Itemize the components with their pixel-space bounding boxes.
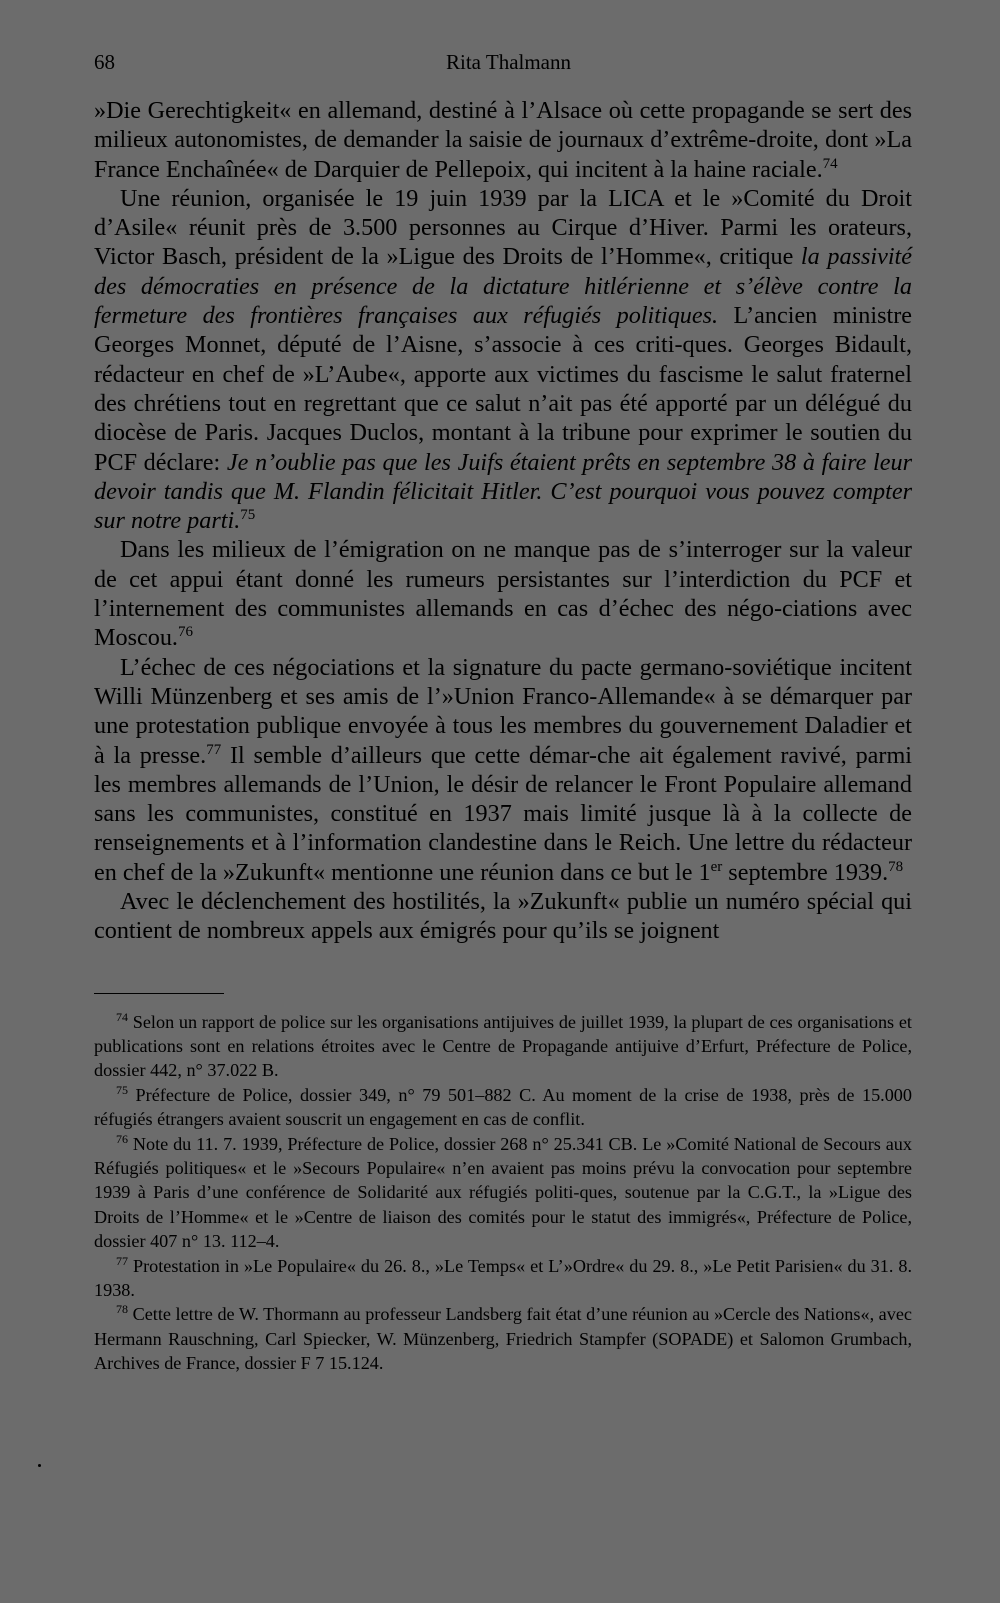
note-ref-78: 78 — [888, 858, 904, 875]
footnote-75 — [94, 1083, 912, 1132]
footnote-number: 76 — [116, 1131, 128, 1146]
paragraph-text: Avec le déclenchement des hostilités, la »Zukunft« publie un numéro spécial qui contient de nombreux appels aux émigrés pour qu’ils se joignent — [94, 888, 912, 945]
footnote-78 — [94, 1302, 912, 1375]
paragraph-5 — [94, 887, 912, 946]
paragraph-4 — [94, 653, 912, 887]
footnote-number: 77 — [116, 1253, 128, 1268]
footnote-77 — [94, 1254, 912, 1303]
note-ref-76: 76 — [177, 624, 193, 641]
paragraph-text: »Die Gerechtigkeit« en allemand, destiné à l’Alsace où cette propagande se sert des milieux autonomistes, de demander la saisie de journaux d’extrême-droite, dont »La France Enchaînée« de Darquier de Pellepoix, qui incitent à la haine raciale. — [94, 97, 912, 183]
note-ref-77: 77 — [206, 741, 222, 758]
footnote-divider — [94, 993, 224, 994]
footnote-text: Note du 11. 7. 1939, Préfecture de Police, dossier 268 n° 25.341 CB. Le »Comité National de Secours aux Réfugiés politiques« et le »Secours Populaire« n’en avaient pas moins prévu la convocation pour septembre 1939 à Paris d’une conférence de Solidarité aux réfugiés politi-ques, soutenue par la C.G.T., la »Ligue des Droits de l’Homme« et le »Centre de liaison des comités pour le statut des immigrés«, Préfecture de Police, dossier 407 n° 13. 112–4. — [94, 1133, 912, 1252]
footnote-text: Protestation in »Le Populaire« du 26. 8., »Le Temps« et L’»Ordre« du 29. 8., »Le Petit Parisien« du 31. 8. 1938. — [94, 1255, 912, 1301]
note-ref-74: 74 — [822, 155, 838, 172]
running-title: Rita Thalmann — [446, 50, 572, 74]
ordinal-suffix: er — [710, 858, 723, 875]
quote-basch: la passivité des démocraties en présence de la dictature hitlérienne et s’élève contre la fermeture des frontières françaises aux réfugiés politiques. — [94, 243, 912, 330]
main-text — [94, 96, 912, 946]
footnote-text: Selon un rapport de police sur les organisations antijuives de juillet 1939, la plupart de ces organisations et publications sont en relations étroites avec le Centre de Propagande antijuive d’Erfurt, Préfecture de Police, dossier 442, n° 37.022 B. — [94, 1011, 912, 1081]
paragraph-text: L’ancien ministre Georges Monnet, député de l’Aisne, s’associe à ces criti-ques. Georges Bidault, rédacteur en chef de »L’Aube«, apporte aux victimes du fascisme le salut fraternel des chrétiens tout en regrettant que ce salut n’ait pas été apporté par un délégué du diocèse de Paris. Jacques Duclos, montant à la tribune pour exprimer le soutien du PCF déclare: — [94, 302, 912, 476]
footnote-number: 75 — [116, 1082, 128, 1097]
paragraph-text: septembre 1939. — [722, 858, 889, 886]
book-page — [94, 46, 912, 1376]
scan-speck — [38, 1464, 41, 1467]
paragraph-text: L’échec de ces négociations et la signature du pacte germano-soviétique incitent Willi Münzenberg et ses amis de l’»Union Franco-Allemande« à se démarquer par une protestation publique envoyée à tous les membres du gouvernement Daladier et à la presse. — [94, 653, 912, 769]
paragraph-2 — [94, 184, 912, 536]
running-head — [94, 46, 912, 76]
quote-duclos: Je n’oublie pas que les Juifs étaient prêts en septembre 38 à faire leur devoir tandis que M. Flandin félicitait Hitler. C’est pourquoi vous pouvez compter sur notre parti. — [94, 448, 912, 535]
paragraph-text: Il semble d’ailleurs que cette démar-che ait également ravivé, parmi les membres allemands de l’Union, le désir de relancer le Front Populaire allemand sans les communistes, constitué en 1937 mais limité jusque là à la collecte de renseignements et à l’information clandestine dans le Reich. Une lettre du rédacteur en chef de la »Zukunft« mentionne une réunion dans ce but le 1 — [94, 741, 912, 886]
paragraph-text: Une réunion, organisée le 19 juin 1939 par la LICA et le »Comité du Droit d’Asile« réunit près de 3.500 personnes au Cirque d’Hiver. Parmi les orateurs, Victor Basch, président de la »Ligue des Droits de l’Homme«, critique — [94, 184, 912, 271]
footnote-74 — [94, 1010, 912, 1083]
paragraph-1 — [94, 96, 912, 184]
page-number: 68 — [94, 50, 115, 74]
footnote-text: Préfecture de Police, dossier 349, n° 79 501–882 C. Au moment de la crise de 1938, près de 15.000 réfugiés étrangers avaient souscrit un engagement en cas de conflit. — [94, 1084, 912, 1130]
footnotes — [94, 1010, 912, 1376]
footnote-text: Cette lettre de W. Thormann au professeur Landsberg fait état d’une réunion au »Cercle des Nations«, avec Hermann Rauschning, Carl Spiecker, W. Münzenberg, Friedrich Stampfer (SOPADE) et Salomon Grumbach, Archives de France, dossier F 7 15.124. — [94, 1304, 912, 1374]
footnote-number: 74 — [116, 1009, 128, 1024]
note-ref-75: 75 — [240, 507, 256, 524]
footnote-76 — [94, 1132, 912, 1254]
paragraph-text: Dans les milieux de l’émigration on ne manque pas de s’interroger sur la valeur de cet appui étant donné les rumeurs persistantes sur l’interdiction du PCF et l’internement des communistes allemands en cas d’échec des négo-ciations avec Moscou. — [94, 536, 912, 652]
footnote-number: 78 — [116, 1302, 128, 1317]
paragraph-3 — [94, 535, 912, 652]
